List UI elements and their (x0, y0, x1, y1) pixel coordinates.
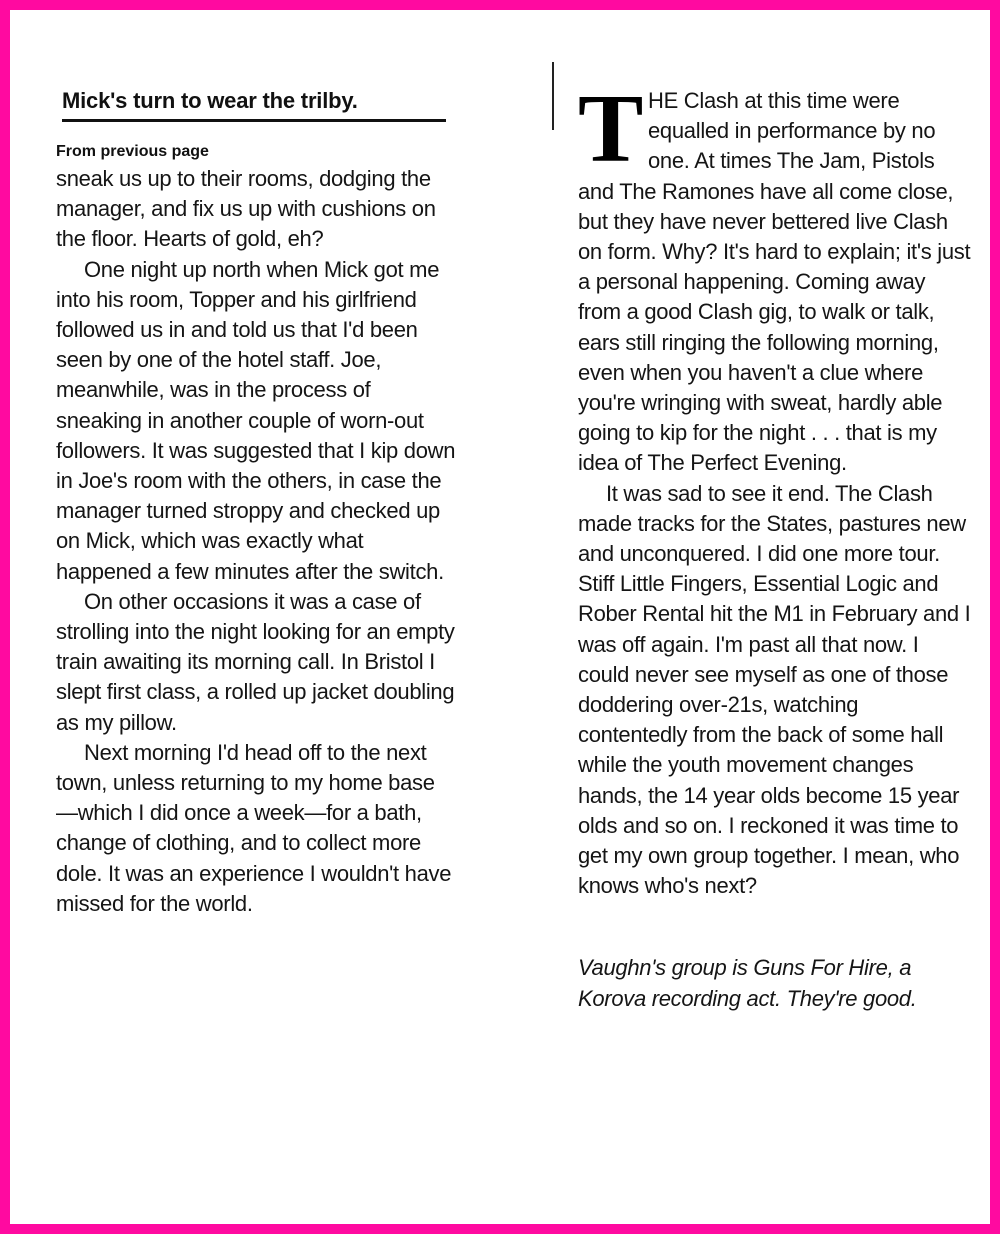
newspaper-clipping (10, 10, 990, 1224)
right-column-body (578, 75, 973, 901)
drop-cap: T (578, 75, 644, 183)
article-headline: Mick's turn to wear the trilby. (62, 88, 446, 122)
continuation-label: From previous page (56, 143, 209, 160)
author-note: Vaughn's group is Guns For Hire, a Korova recording act. They're good. (578, 955, 917, 1011)
paragraph: One night up north when Mick got me into his room, Topper and his girlfriend followed us in and told us that I'd been seen by one of the hotel staff. Joe, meanwhile, was in the process of sneaking in another couple of worn-out followers. It was suggested that I kip down in Joe's room with the others, in case the manager turned stroppy and checked up on Mick, which was exactly what happened a few minutes after the switch. (56, 256, 456, 584)
paragraph: HE Clash at this time were equalled in performance by no one. At times The Jam, Pistols and The Ramones have all come close, but they have never bettered live Clash on form. Why? It's hard to explain; it's just a personal happening. Coming away from a good Clash gig, to walk or talk, ears still ringing the following morning, even when you haven't a clue where you're wringing with sweat, hardly able going to kip for the night . . . that is my idea of The Perfect Evening. (578, 88, 971, 476)
paragraph: Next morning I'd head off to the next town, unless returning to my home base—which I did once a week—for a bath, change of clothing, and to collect more dole. It was an experience I wouldn't have missed for the world. (56, 739, 452, 916)
paragraph: sneak us up to their rooms, dodging the manager, and fix us up with cushions on the floor. Hearts of gold, eh? (56, 166, 436, 252)
left-column (56, 88, 456, 919)
right-column (578, 75, 973, 1014)
left-column-body (56, 164, 456, 919)
paragraph: It was sad to see it end. The Clash made tracks for the States, pastures new and unconquered. I did one more tour. Stiff Little Fingers, Essential Logic and Rober Rental hit the M1 in February and I was off again. I'm past all that now. I could never see myself as one of those doddering over-21s, watching contentedly from the back of some hall while the youth movement changes hands, the 14 year olds become 15 year olds and so on. I reckoned it was time to get my own group together. I mean, who knows who's next? (578, 480, 971, 899)
column-divider (552, 62, 554, 130)
paragraph: On other occasions it was a case of strolling into the night looking for an empty train awaiting its morning call. In Bristol I slept first class, a rolled up jacket doubling as my pillow. (56, 588, 455, 735)
